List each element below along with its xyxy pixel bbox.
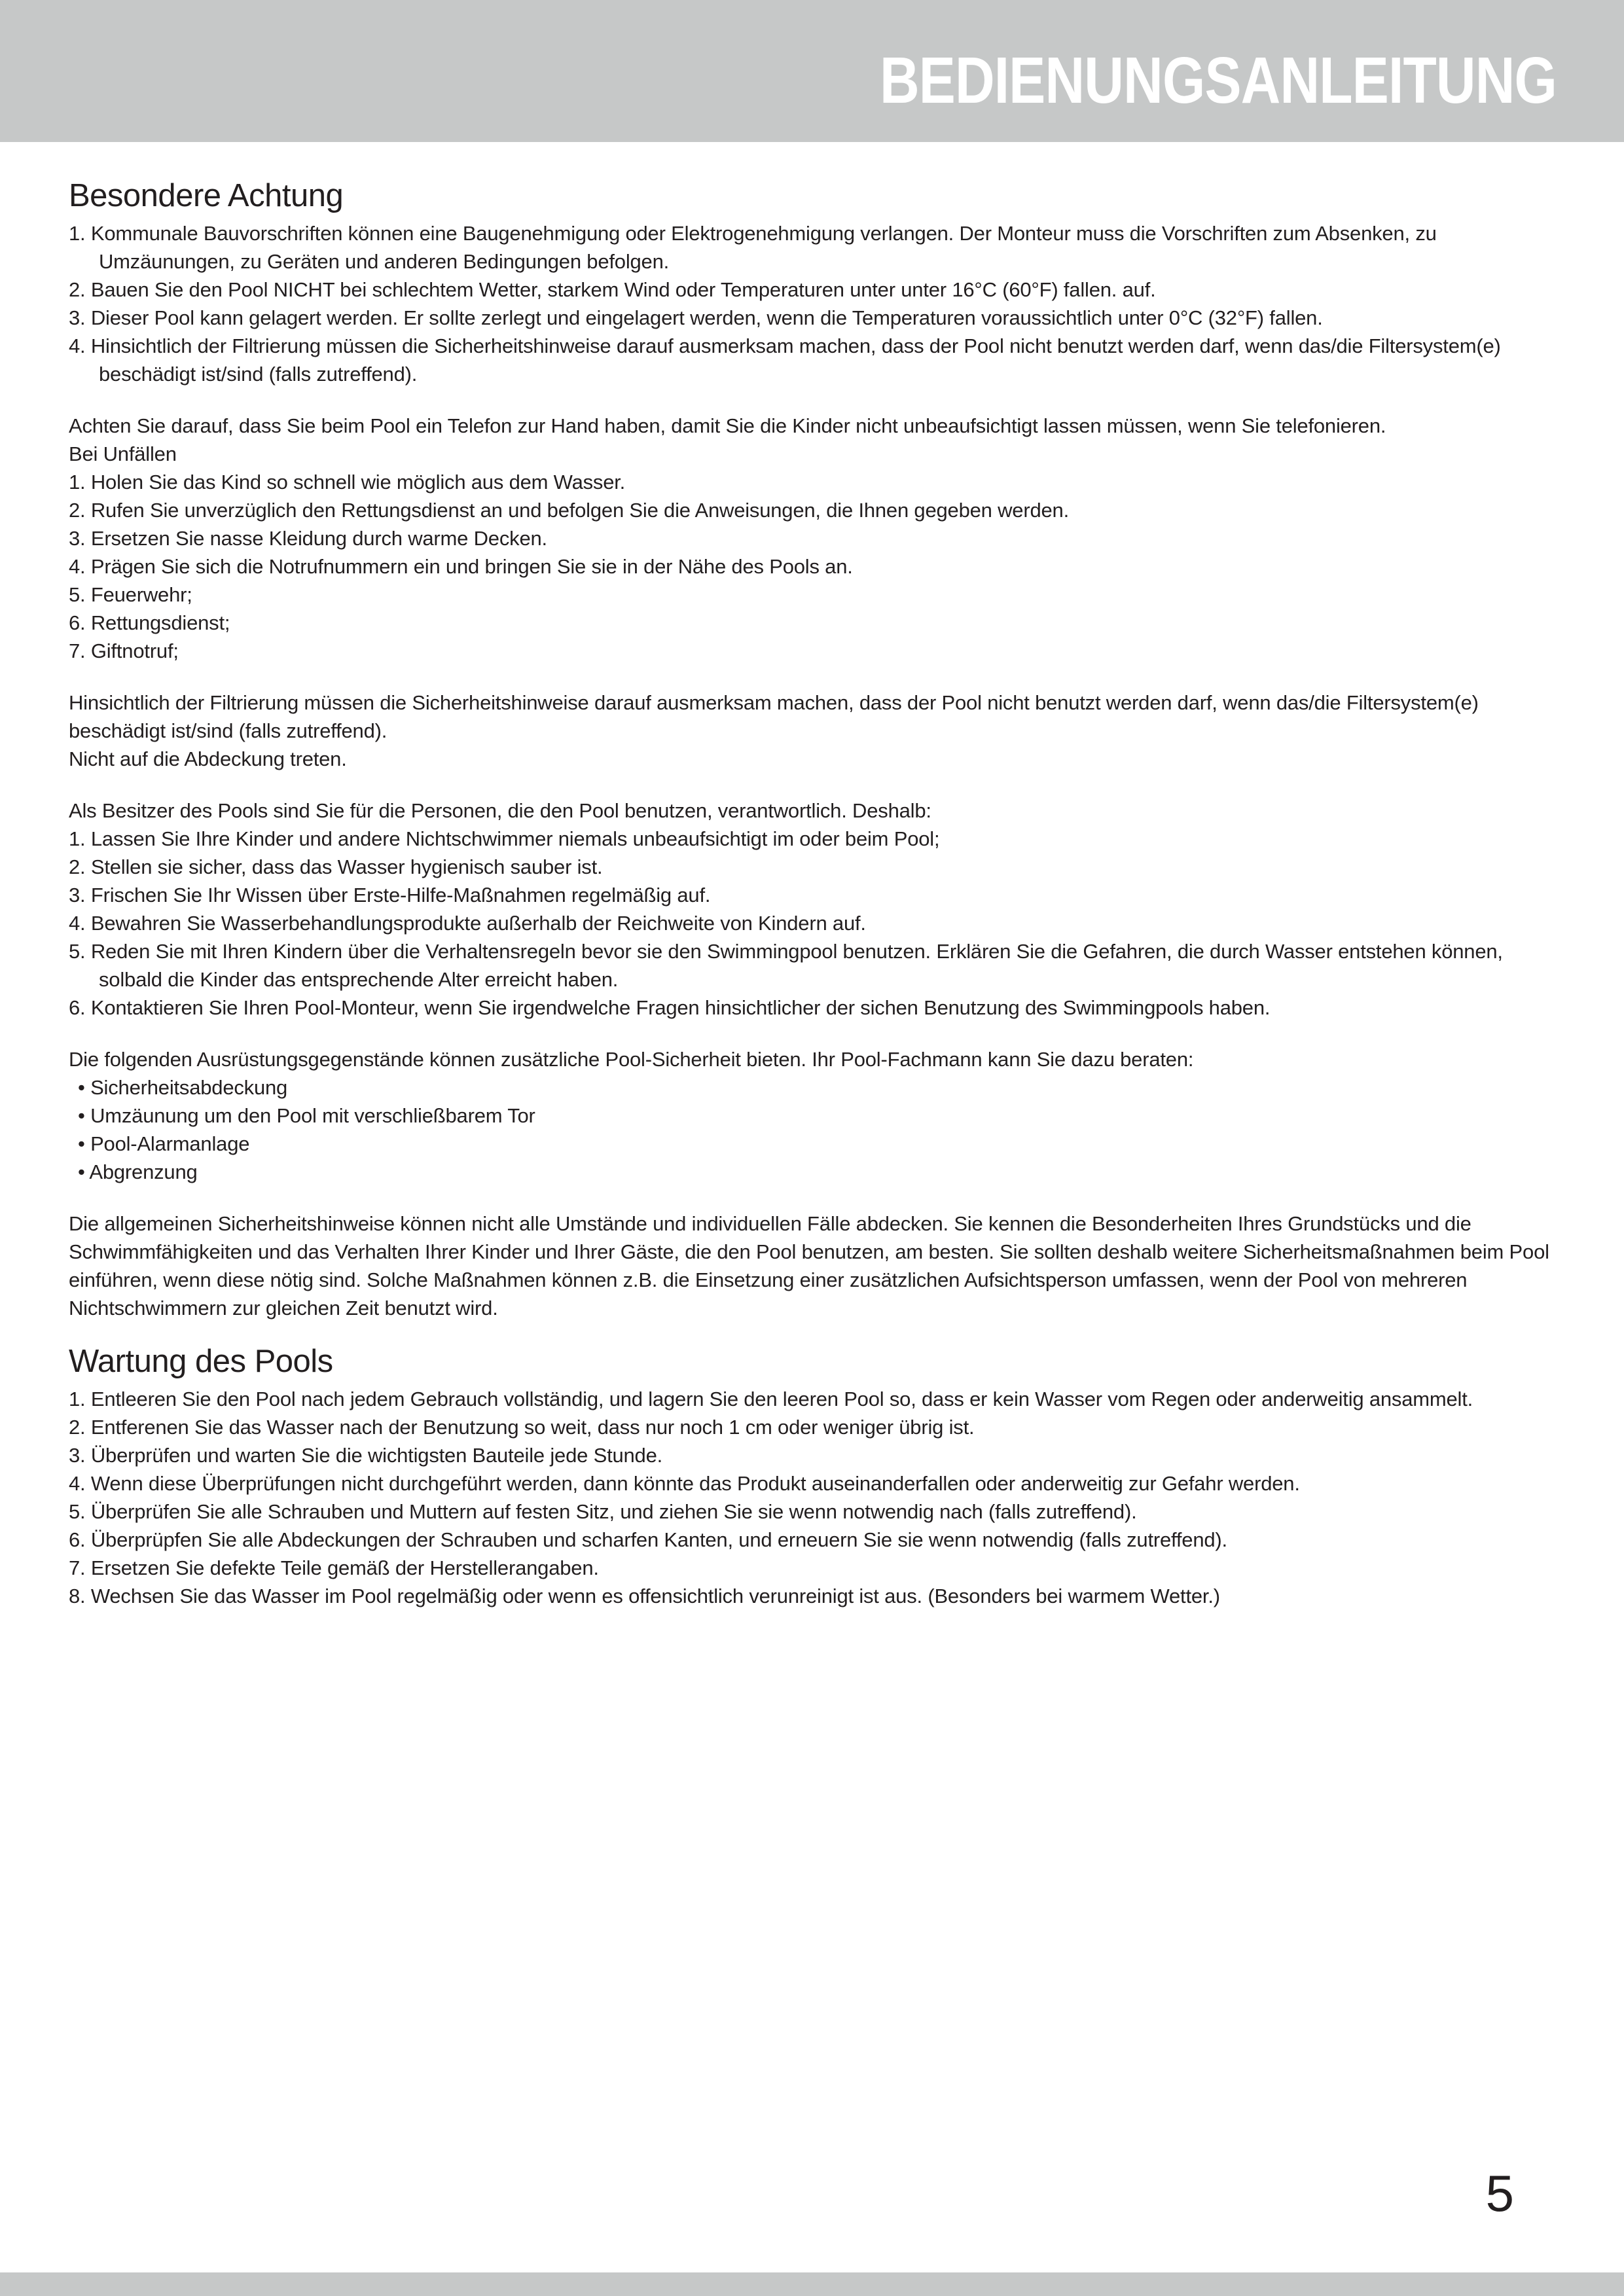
list-item: 5. Überprüfen Sie alle Schrauben und Muttern auf festen Sitz, und ziehen Sie sie wenn notwendig nach (falls zutreffend). [69, 1500, 1137, 1523]
owner-intro: Als Besitzer des Pools sind Sie für die Personen, die den Pool benutzen, verantwortlich. Deshalb: [69, 799, 931, 822]
list-item: 5. Feuerwehr; [69, 583, 192, 606]
list-item: 6. Kontaktieren Sie Ihren Pool-Monteur, wenn Sie irgendwelche Fragen hinsichtlicher der sichen Benutzung des Swimmingpools haben. [69, 996, 1271, 1019]
list-item: 3. Dieser Pool kann gelagert werden. Er sollte zerlegt und eingelagert werden, wenn die Temperaturen voraussichtlich unter 0°C (32°F) fallen. [69, 306, 1323, 329]
bullet-item: • Umzäunung um den Pool mit verschließbarem Tor [78, 1104, 535, 1127]
list-item: 3. Überprüfen und warten Sie die wichtigsten Bauteile jede Stunde. [69, 1444, 663, 1467]
list-item: 2. Stellen sie sicher, dass das Wasser hygienisch sauber ist. [69, 855, 603, 878]
list-item: 6. Rettungsdienst; [69, 611, 230, 634]
header-band [0, 0, 1624, 142]
list-item: 4. Prägen Sie sich die Notrufnummern ein und bringen Sie sie in der Nähe des Pools an. [69, 555, 853, 578]
filter-note: Hinsichtlich der Filtrierung müssen die Sicherheitshinweise darauf ausmerksam machen, dass der Pool nicht benutzt werden darf, wenn das/die Filtersystem(e) beschädigt ist/sind (falls zutreffend). [69, 691, 1479, 742]
list-item: 5. Reden Sie mit Ihren Kindern über die Verhaltensregeln bevor sie den Swimmingpool benutzen. Erklären Sie die Gefahren, die durch Wasser entstehen können, solbald die Kinder das entsprechende Alter erreicht haben. [69, 940, 1503, 991]
list-item: 4. Hinsichtlich der Filtrierung müssen die Sicherheitshinweise darauf ausmerksam machen, dass der Pool nicht benutzt werden darf, wenn das/die Filtersystem(e) beschädigt ist/sind (falls zutreffend). [69, 334, 1501, 386]
page-title: BEDIENUNGSANLEITUNG [879, 44, 1557, 117]
list-item: 1. Lassen Sie Ihre Kinder und andere Nichtschwimmer niemals unbeaufsichtigt im oder beim Pool; [69, 827, 940, 850]
list-item: 2. Rufen Sie unverzüglich den Rettungsdienst an und befolgen Sie die Anweisungen, die Ihnen gegeben werden. [69, 499, 1070, 522]
cover-note: Nicht auf die Abdeckung treten. [69, 747, 347, 770]
section-heading-besondere-achtung: Besondere Achtung [69, 178, 344, 213]
list-item: 1. Holen Sie das Kind so schnell wie möglich aus dem Wasser. [69, 471, 626, 493]
list-item: 1. Kommunale Bauvorschriften können eine Baugenehmigung oder Elektrogenehmigung verlangen. Der Monteur muss die Vorschriften zum Absenken, zu Umzäunungen, zu Geräten und anderen Bedingungen befolgen. [69, 222, 1437, 273]
list-item: 4. Wenn diese Überprüfungen nicht durchgeführt werden, dann könnte das Produkt auseinanderfallen oder anderweitig zur Gefahr werden. [69, 1472, 1300, 1495]
page-number: 5 [1485, 2164, 1514, 2222]
accidents-intro: Bei Unfällen [69, 442, 177, 465]
bullet-item: • Abgrenzung [78, 1160, 198, 1183]
list-item: 1. Entleeren Sie den Pool nach jedem Gebrauch vollständig, und lagern Sie den leeren Pool so, dass er kein Wasser vom Regen oder anderweitig ansammelt. [69, 1388, 1473, 1410]
equipment-intro: Die folgenden Ausrüstungsgegenstände können zusätzliche Pool-Sicherheit bieten. Ihr Pool-Fachmann kann Sie dazu beraten: [69, 1048, 1194, 1071]
list-item: 7. Ersetzen Sie defekte Teile gemäß der Herstellerangaben. [69, 1556, 599, 1579]
general-note: Die allgemeinen Sicherheitshinweise können nicht alle Umstände und individuellen Fälle abdecken. Sie kennen die Besonderheiten Ihres Grundstücks und die Schwimmfähigkeiten und das Verhalten Ihrer Kinder und Ihrer Gäste, die den Pool benutzen, am besten. Sie sollten deshalb weitere Sicherheitsmaßnahmen beim Pool einführen, wenn diese nötig sind. Solche Maßnahmen können z.B. die Einsetzung einer zusätzlichen Aufsichtsperson umfassen, wenn der Pool von mehreren Nichtschwimmern zur gleichen Zeit benutzt wird. [69, 1212, 1549, 1319]
page-body [0, 177, 1624, 1610]
list-item: 2. Bauen Sie den Pool NICHT bei schlechtem Wetter, starkem Wind oder Temperaturen unter unter 16°C (60°F) fallen. auf. [69, 278, 1156, 301]
list-item: 2. Entferenen Sie das Wasser nach der Benutzung so weit, dass nur noch 1 cm oder weniger übrig ist. [69, 1416, 975, 1439]
list-item: 3. Frischen Sie Ihr Wissen über Erste-Hilfe-Maßnahmen regelmäßig auf. [69, 884, 711, 906]
list-item: 6. Überprüpfen Sie alle Abdeckungen der Schrauben und scharfen Kanten, und erneuern Sie sie wenn notwendig (falls zutreffend). [69, 1528, 1227, 1551]
list-item: 3. Ersetzen Sie nasse Kleidung durch warme Decken. [69, 527, 547, 550]
bullet-item: • Pool-Alarmanlage [78, 1132, 250, 1155]
bullet-item: • Sicherheitsabdeckung [78, 1076, 288, 1099]
list-item: 8. Wechsen Sie das Wasser im Pool regelmäßig oder wenn es offensichtlich verunreinigt ist aus. (Besonders bei warmem Wetter.) [69, 1585, 1220, 1607]
list-item: 4. Bewahren Sie Wasserbehandlungsprodukte außerhalb der Reichweite von Kindern auf. [69, 912, 866, 935]
section-heading-wartung-des-pools: Wartung des Pools [69, 1344, 333, 1379]
phone-note: Achten Sie darauf, dass Sie beim Pool ein Telefon zur Hand haben, damit Sie die Kinder nicht unbeaufsichtigt lassen müssen, wenn Sie telefonieren. [69, 414, 1386, 437]
list-item: 7. Giftnotruf; [69, 639, 179, 662]
footer-band [0, 2272, 1624, 2296]
